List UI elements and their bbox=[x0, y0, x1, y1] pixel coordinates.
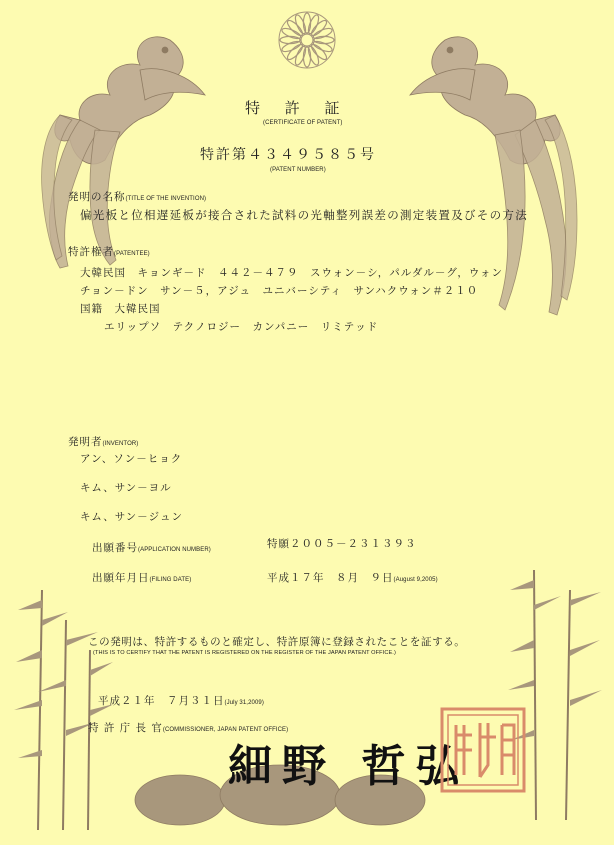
certificate-title: 特 許 証 bbox=[245, 99, 350, 117]
issue-date: 平成２１年 ７月３１日 bbox=[98, 695, 225, 707]
patent-number-label-en: (PATENT NUMBER) bbox=[270, 167, 326, 173]
application-number-label-row bbox=[92, 536, 211, 555]
commissioner-signature: 細野 哲弘 bbox=[228, 741, 470, 792]
inventor-label-row bbox=[68, 430, 138, 449]
issue-date-row bbox=[98, 689, 264, 708]
inventor-label: 発明者 bbox=[68, 436, 103, 448]
patent-number: 特許第４３４９５８５号 bbox=[200, 147, 376, 163]
invention-label-row bbox=[68, 185, 206, 204]
inventor-name: アン、ソン－ヒョク bbox=[80, 453, 183, 465]
commissioner-title: 特 許 庁 長 官 bbox=[88, 722, 163, 734]
certification-statement-en: (THIS IS TO CERTIFY THAT THE PATENT IS REGISTERED ON THE REGISTER OF THE JAPAN PATENT OFFICE.) bbox=[93, 650, 396, 656]
filing-date-value-row bbox=[267, 566, 438, 585]
invention-title: 偏光板と位相遅延板が接合された試料の光軸整列誤差の測定装置及びその方法 bbox=[80, 208, 528, 222]
application-number-label: 出願番号 bbox=[92, 542, 138, 554]
chrysanthemum-petal bbox=[309, 42, 328, 61]
invention-label: 発明の名称 bbox=[68, 191, 126, 203]
filing-date-label-row bbox=[92, 566, 191, 585]
patentee-address-line1: 大韓民国 キョンギ－ド ４４２－４７９ スウォン－シ，パルダル－グ，ウォン bbox=[80, 267, 503, 279]
inventor-label-en: (INVENTOR) bbox=[102, 441, 139, 447]
official-seal-icon bbox=[438, 705, 528, 795]
phoenix-left-icon bbox=[20, 20, 210, 270]
application-number-value: 特願２００５－２３１３９３ bbox=[267, 538, 417, 550]
patentee-address-line2: チョン－ドン サン－５，アジュ ユニバーシティ サンハクウォン＃２１０ bbox=[80, 285, 479, 297]
filing-date-value-en: (August 9,2005) bbox=[393, 577, 438, 583]
filing-date-value: 平成１７年 ８月 ９日 bbox=[267, 572, 394, 584]
issue-date-en: (July 31,2009) bbox=[224, 700, 264, 706]
chrysanthemum-petal bbox=[285, 42, 304, 61]
commissioner-title-en: (COMMISSIONER, JAPAN PATENT OFFICE) bbox=[162, 727, 289, 733]
chrysanthemum-petal bbox=[285, 18, 304, 37]
invention-label-en: (TITLE OF THE INVENTION) bbox=[125, 196, 207, 202]
chrysanthemum-emblem-icon bbox=[277, 10, 337, 70]
certification-statement: この発明は、特許するものと確定し、特許原簿に登録されたことを証する。 bbox=[88, 636, 466, 648]
patentee-label-row bbox=[68, 240, 150, 259]
certificate-title-en: (CERTIFICATE OF PATENT) bbox=[263, 120, 343, 126]
patentee-label-en: (PATENTEE) bbox=[114, 251, 150, 257]
patentee-label: 特許権者 bbox=[68, 246, 114, 258]
application-number-label-en: (APPLICATION NUMBER) bbox=[138, 547, 211, 553]
inventor-name: キム、サン－ヨル bbox=[80, 482, 172, 494]
patentee-nationality: 国籍 大韓民国 bbox=[80, 303, 161, 315]
filing-date-label: 出願年月日 bbox=[92, 572, 150, 584]
filing-date-label-en: (FILING DATE) bbox=[149, 577, 192, 583]
inventor-name: キム、サン－ジュン bbox=[80, 511, 183, 523]
patentee-company: エリップソ テクノロジー カンパニー リミテッド bbox=[104, 321, 379, 333]
chrysanthemum-petal bbox=[309, 18, 328, 37]
